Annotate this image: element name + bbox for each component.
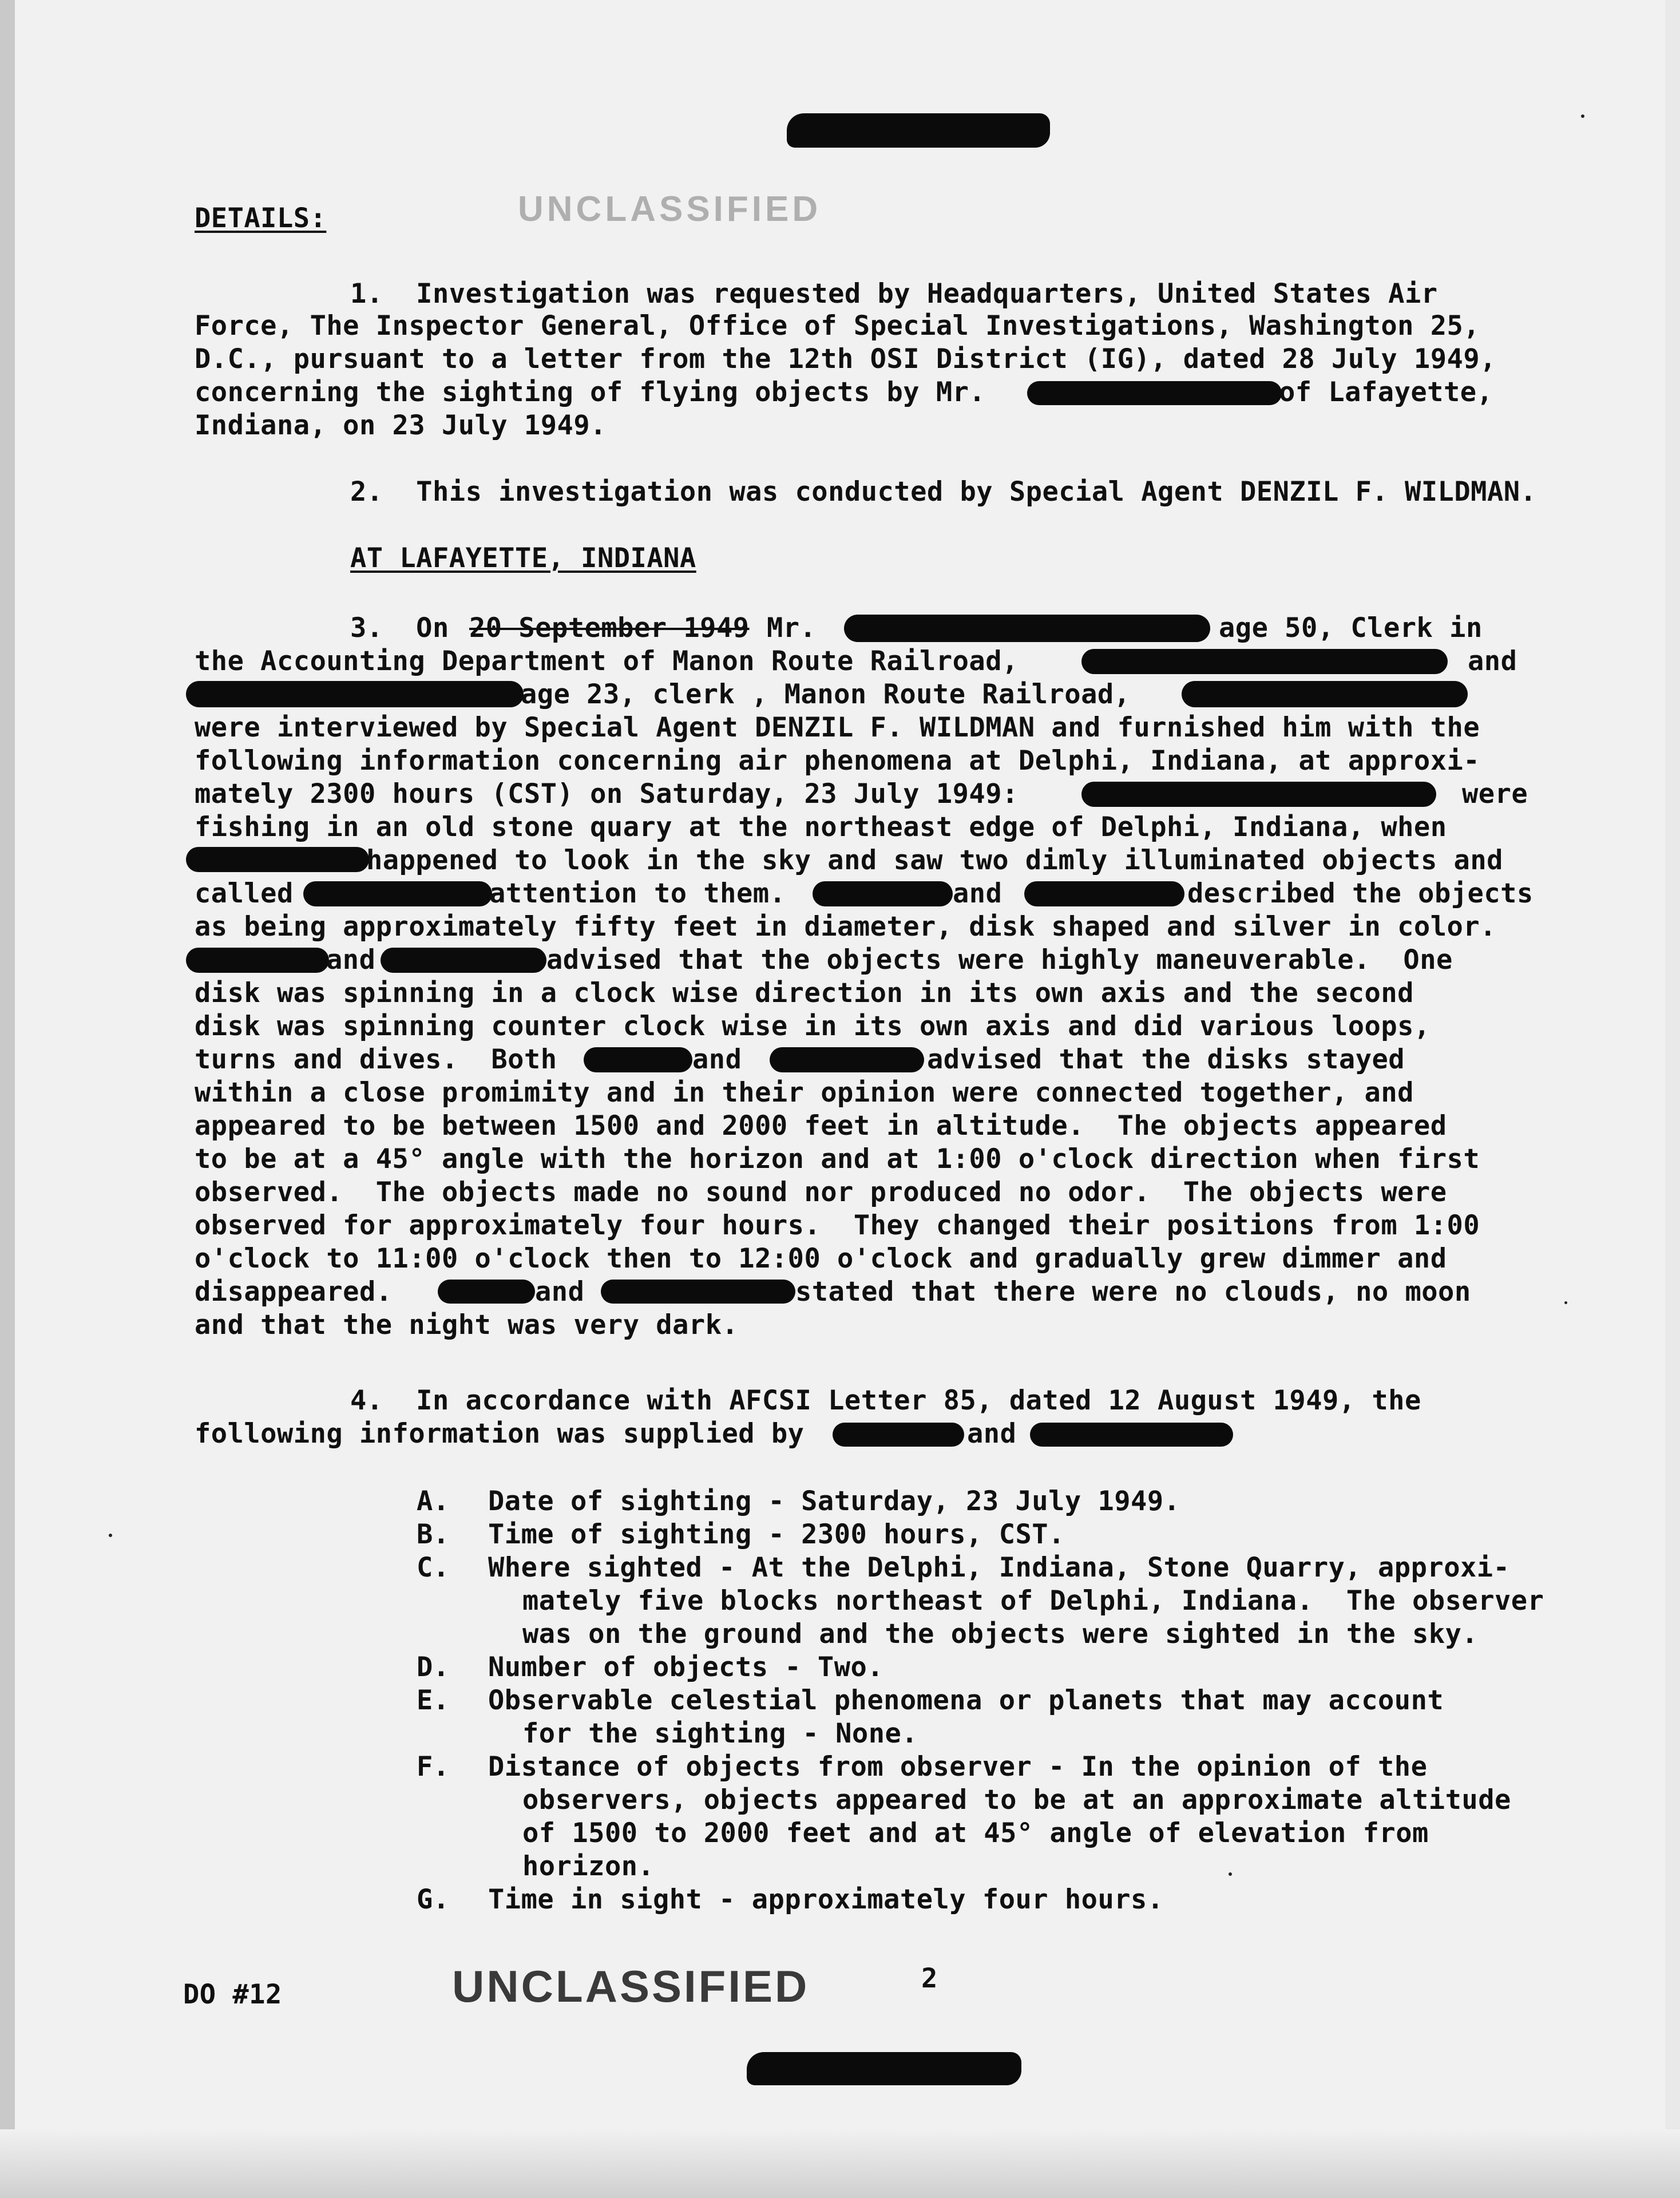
redaction bbox=[438, 1280, 535, 1304]
list-item-line: mately five blocks northeast of Delphi, Indiana. The observer bbox=[522, 1585, 1544, 1617]
classification-stamp-bottom: UNCLASSIFIED bbox=[452, 1961, 810, 2011]
para3-line17: to be at a 45° angle with the horizon and at 1:00 o'clock direction when first bbox=[195, 1143, 1480, 1175]
para3-line9d: described the objects bbox=[1187, 878, 1534, 909]
top-redaction-bar bbox=[787, 113, 1050, 148]
page-edge-shadow bbox=[0, 0, 15, 2198]
page-number: 2 bbox=[921, 1963, 938, 1994]
list-item-line: Time of sighting - 2300 hours, CST. bbox=[488, 1519, 1065, 1550]
para3-line9c: and bbox=[953, 878, 1003, 909]
para3-line20: o'clock to 11:00 o'clock then to 12:00 o'clock and gradually grew dimmer and bbox=[195, 1243, 1447, 1274]
list-item-line: Distance of objects from observer - In the opinion of the bbox=[488, 1751, 1428, 1783]
redaction bbox=[1027, 381, 1282, 405]
para3-line1b: Mr. bbox=[767, 612, 817, 644]
list-item-key: C. bbox=[417, 1552, 450, 1583]
redaction bbox=[186, 847, 369, 872]
list-item-key: D. bbox=[417, 1652, 450, 1683]
para3-line6b: were bbox=[1462, 778, 1528, 810]
scan-speck bbox=[1564, 1301, 1567, 1304]
redaction bbox=[844, 615, 1210, 642]
list-item-line: Date of sighting - Saturday, 23 July 1949. bbox=[488, 1486, 1180, 1517]
list-item-line: Where sighted - At the Delphi, Indiana, Stone Quarry, approxi- bbox=[488, 1552, 1510, 1583]
para3-line15: within a close promimity and in their opinion were connected together, and bbox=[195, 1077, 1414, 1108]
para3-line14c: advised that the disks stayed bbox=[927, 1044, 1405, 1075]
para3-line2b: and bbox=[1468, 645, 1517, 677]
redaction bbox=[813, 881, 953, 906]
para3-line6a: mately 2300 hours (CST) on Saturday, 23 July 1949: bbox=[195, 778, 1019, 810]
para3-line21a: disappeared. bbox=[195, 1276, 393, 1308]
para3-line3: age 23, clerk , Manon Route Railroad, bbox=[521, 679, 1131, 710]
para3-line9a: called bbox=[195, 878, 294, 909]
redaction bbox=[1081, 782, 1436, 807]
para3-line18: observed. The objects made no sound nor produced no odor. The objects were bbox=[195, 1177, 1447, 1208]
list-item-line: observers, objects appeared to be at an approximate altitude bbox=[522, 1784, 1511, 1816]
redaction bbox=[1030, 1423, 1233, 1447]
redaction bbox=[601, 1280, 795, 1304]
para1-line4a: concerning the sighting of flying objects by Mr. bbox=[195, 377, 986, 408]
redaction bbox=[584, 1047, 692, 1072]
para3-line13: disk was spinning counter clock wise in its own axis and did various loops, bbox=[195, 1011, 1431, 1042]
para3-line14b: and bbox=[692, 1044, 742, 1075]
para3-line12: disk was spinning in a clock wise direction in its own axis and the second bbox=[195, 977, 1414, 1009]
scan-speck bbox=[1581, 114, 1584, 118]
para3-line1a: 3. On bbox=[350, 612, 449, 644]
list-item-key: F. bbox=[417, 1751, 450, 1783]
para3-line7: fishing in an old stone quary at the northeast edge of Delphi, Indiana, when bbox=[195, 811, 1447, 843]
list-item-line: horizon. bbox=[522, 1851, 655, 1882]
para3-line1c: age 50, Clerk in bbox=[1219, 612, 1483, 644]
list-item-line: Time in sight - approximately four hours. bbox=[488, 1884, 1164, 1915]
scan-speck bbox=[1229, 1872, 1232, 1876]
list-item-line: Observable celestial phenomena or planets that may account bbox=[488, 1685, 1444, 1716]
para3-line8: happened to look in the sky and saw two dimly illuminated objects and bbox=[366, 845, 1503, 876]
list-item-key: B. bbox=[417, 1519, 450, 1550]
para3-line5: following information concerning air phenomena at Delphi, Indiana, at approxi- bbox=[195, 745, 1480, 777]
redaction bbox=[303, 881, 492, 906]
list-item-key: G. bbox=[417, 1884, 450, 1915]
para3-line16: appeared to be between 1500 and 2000 feet in altitude. The objects appeared bbox=[195, 1110, 1447, 1142]
scan-speck bbox=[109, 1534, 112, 1537]
para3-line10: as being approximately fifty feet in diameter, disk shaped and silver in color. bbox=[195, 911, 1496, 942]
para1-line3: D.C., pursuant to a letter from the 12th OSI District (IG), dated 28 July 1949, bbox=[195, 343, 1496, 375]
document-number: DO #12 bbox=[183, 1979, 282, 2010]
list-item-line: Number of objects - Two. bbox=[488, 1652, 884, 1683]
redaction bbox=[1024, 881, 1184, 906]
list-item-line: of 1500 to 2000 feet and at 45° angle of elevation from bbox=[522, 1817, 1429, 1849]
details-heading: DETAILS: bbox=[195, 203, 327, 234]
list-item-key: A. bbox=[417, 1486, 450, 1517]
para3-line9b: attention to them. bbox=[489, 878, 786, 909]
classification-stamp-top: UNCLASSIFIED bbox=[518, 189, 822, 229]
redaction bbox=[1081, 649, 1448, 674]
para4-line2b: and bbox=[967, 1418, 1017, 1450]
para3-line21c: stated that there were no clouds, no moon bbox=[795, 1276, 1471, 1308]
para3-line22: and that the night was very dark. bbox=[195, 1309, 739, 1341]
para3-line4: were interviewed by Special Agent DENZIL F. WILDMAN and furnished him with the bbox=[195, 712, 1480, 743]
redaction bbox=[381, 948, 546, 973]
para3-struck-date: 20 September 1949 bbox=[469, 612, 750, 644]
redaction bbox=[186, 681, 524, 707]
para3-line2a: the Accounting Department of Manon Route Railroad, bbox=[195, 645, 1019, 677]
section-heading: AT LAFAYETTE, INDIANA bbox=[350, 542, 696, 574]
para3-line21b: and bbox=[535, 1276, 585, 1308]
list-item-line: was on the ground and the objects were sighted in the sky. bbox=[522, 1618, 1479, 1650]
page-bottom-shadow bbox=[0, 2129, 1680, 2198]
redaction bbox=[833, 1423, 964, 1447]
para3-line11a: and bbox=[326, 944, 376, 976]
redaction bbox=[770, 1047, 924, 1072]
list-item-key: E. bbox=[417, 1685, 450, 1716]
para4-line1: 4. In accordance with AFCSI Letter 85, dated 12 August 1949, the bbox=[350, 1385, 1421, 1416]
list-item-line: for the sighting - None. bbox=[522, 1718, 918, 1749]
bottom-redaction-bar bbox=[747, 2052, 1021, 2085]
para4-line2a: following information was supplied by bbox=[195, 1418, 805, 1450]
para3-line14a: turns and dives. Both bbox=[195, 1044, 557, 1075]
para3-line19: observed for approximately four hours. They changed their positions from 1:00 bbox=[195, 1210, 1480, 1241]
redaction bbox=[1182, 681, 1468, 707]
redaction bbox=[186, 948, 329, 973]
para1-line1: 1. Investigation was requested by Headquarters, United States Air bbox=[350, 278, 1438, 310]
para1-line2: Force, The Inspector General, Office of Special Investigations, Washington 25, bbox=[195, 310, 1480, 342]
para3-line11b: advised that the objects were highly maneuverable. One bbox=[546, 944, 1453, 976]
para2-line1: 2. This investigation was conducted by Special Agent DENZIL F. WILDMAN. bbox=[350, 476, 1537, 508]
para1-line4b: of Lafayette, bbox=[1279, 377, 1493, 408]
para1-line5: Indiana, on 23 July 1949. bbox=[195, 410, 607, 441]
